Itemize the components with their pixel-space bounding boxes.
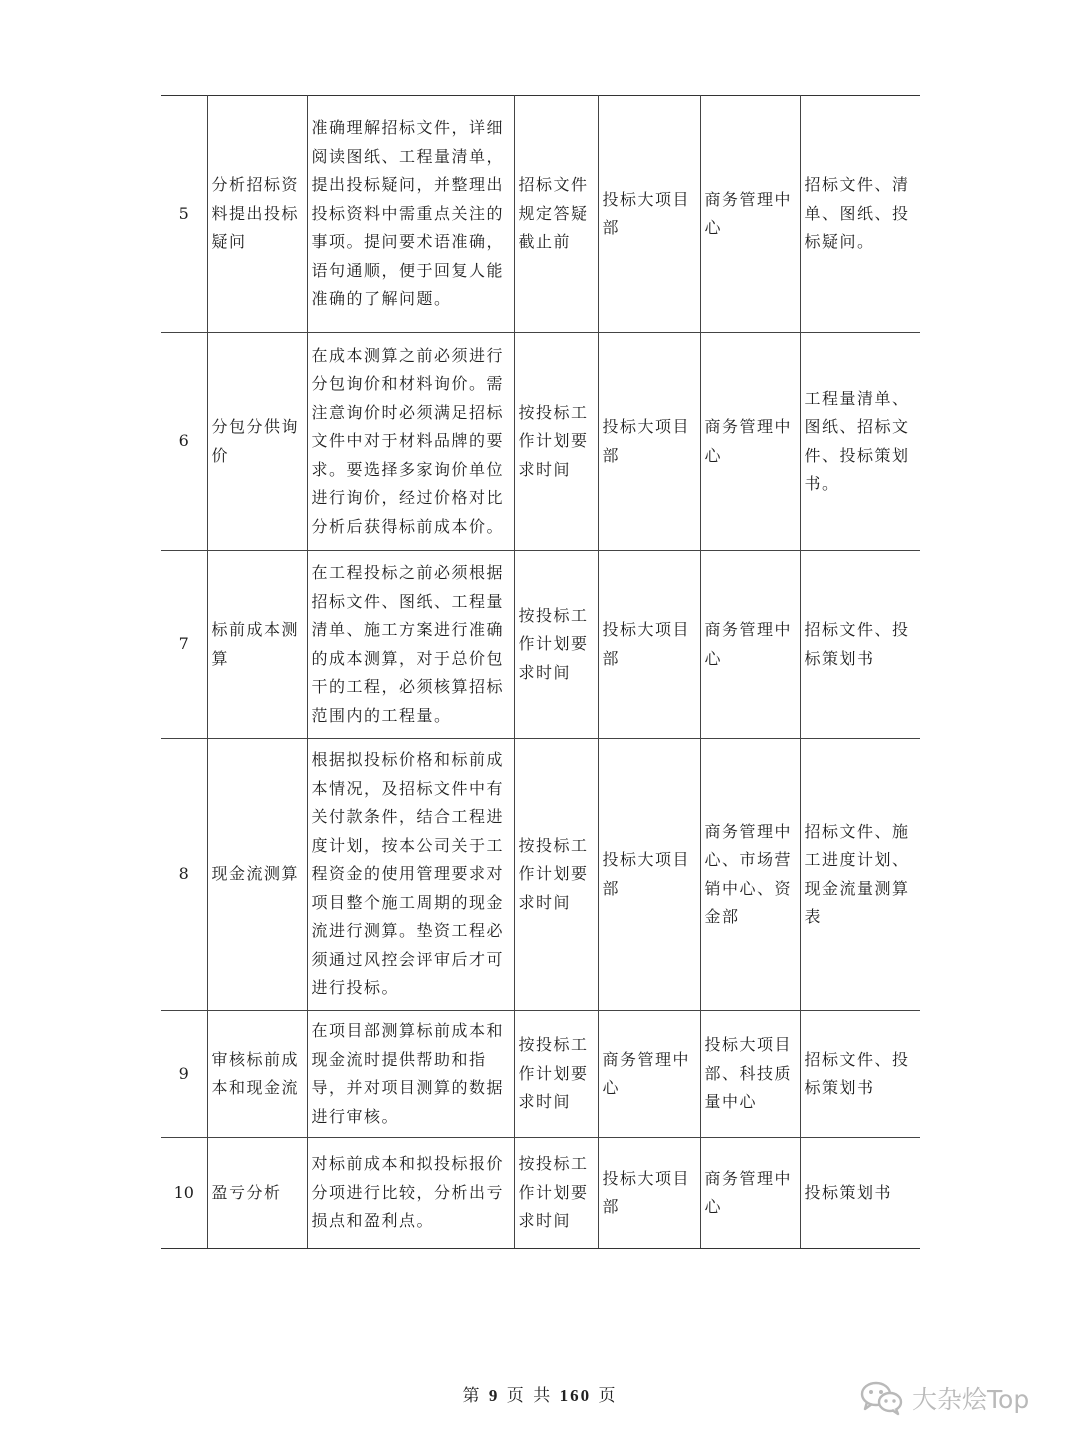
- task-content: 在成本测算之前必须进行分包询价和材料询价。需注意询价时必须满足招标文件中对于材料品牌的要求。要选择多家询价单位进行询价，经过价格对比分析后获得标前成本价。: [307, 333, 514, 551]
- output-docs: 工程量清单、图纸、招标文件、投标策划书。: [800, 333, 920, 551]
- task-name: 分包分供询价: [207, 333, 307, 551]
- task-name: 分析招标资料提出投标疑问: [207, 96, 307, 333]
- assist-dept: 商务管理中心: [700, 333, 800, 551]
- wechat-icon: [860, 1380, 904, 1416]
- assist-dept: 商务管理中心: [700, 1138, 800, 1249]
- output-docs: 招标文件、投标策划书: [800, 551, 920, 739]
- row-number: 7: [161, 551, 207, 739]
- assist-dept: 商务管理中心、市场营销中心、资金部: [700, 739, 800, 1011]
- task-time: 按投标工作计划要求时间: [514, 551, 598, 739]
- lead-dept: 投标大项目部: [598, 1138, 700, 1249]
- row-number: 6: [161, 333, 207, 551]
- assist-dept: 投标大项目部、科技质量中心: [700, 1011, 800, 1138]
- task-content: 准确理解招标文件，详细阅读图纸、工程量清单，提出投标疑问，并整理出投标资料中需重点关注的事项。提问要术语准确，语句通顺，便于回复人能准确的了解问题。: [307, 96, 514, 333]
- assist-dept: 商务管理中心: [700, 96, 800, 333]
- task-name: 现金流测算: [207, 739, 307, 1011]
- footer-suffix: 页: [598, 1386, 618, 1406]
- table-row: [161, 333, 920, 551]
- output-docs: 投标策划书: [800, 1138, 920, 1249]
- watermark-text: 大杂烩Top: [912, 1385, 1030, 1414]
- output-docs: 招标文件、投标策划书: [800, 1011, 920, 1138]
- assist-dept: 商务管理中心: [700, 551, 800, 739]
- table-row: [161, 551, 920, 739]
- task-time: 按投标工作计划要求时间: [514, 1138, 598, 1249]
- task-time: 招标文件规定答疑截止前: [514, 96, 598, 333]
- row-number: 8: [161, 739, 207, 1011]
- table-row: [161, 739, 920, 1011]
- table-row: [161, 1011, 920, 1138]
- task-content: 根据拟投标价格和标前成本情况，及招标文件中有关付款条件，结合工程进度计划，按本公司关于工程资金的使用管理要求对项目整个施工周期的现金流进行测算。垫资工程必须通过风控会评审后才可进行投标。: [307, 739, 514, 1011]
- task-content: 在工程投标之前必须根据招标文件、图纸、工程量清单、施工方案进行准确的成本测算，对于总价包干的工程，必须核算招标范围内的工程量。: [307, 551, 514, 739]
- table-row: [161, 1138, 920, 1249]
- watermark: [860, 1378, 1029, 1418]
- task-content: 在项目部测算标前成本和现金流时提供帮助和指导，并对项目测算的数据进行审核。: [307, 1011, 514, 1138]
- current-page-number: 9: [488, 1386, 500, 1405]
- work-plan-table: [161, 95, 920, 1249]
- task-content: 对标前成本和拟投标报价分项进行比较，分析出亏损点和盈利点。: [307, 1138, 514, 1249]
- footer-prefix: 第: [462, 1386, 482, 1406]
- task-name: 审核标前成本和现金流: [207, 1011, 307, 1138]
- output-docs: 招标文件、清单、图纸、投标疑问。: [800, 96, 920, 333]
- lead-dept: 投标大项目部: [598, 333, 700, 551]
- lead-dept: 投标大项目部: [598, 739, 700, 1011]
- table-row: [161, 96, 920, 333]
- lead-dept: 投标大项目部: [598, 551, 700, 739]
- total-pages: 160: [559, 1386, 592, 1405]
- task-time: 按投标工作计划要求时间: [514, 333, 598, 551]
- row-number: 9: [161, 1011, 207, 1138]
- task-name: 标前成本测算: [207, 551, 307, 739]
- lead-dept: 投标大项目部: [598, 96, 700, 333]
- output-docs: 招标文件、施工进度计划、现金流量测算表: [800, 739, 920, 1011]
- lead-dept: 商务管理中心: [598, 1011, 700, 1138]
- row-number: 5: [161, 96, 207, 333]
- row-number: 10: [161, 1138, 207, 1249]
- footer-middle: 页 共: [506, 1386, 553, 1406]
- task-time: 按投标工作计划要求时间: [514, 739, 598, 1011]
- task-name: 盈亏分析: [207, 1138, 307, 1249]
- task-time: 按投标工作计划要求时间: [514, 1011, 598, 1138]
